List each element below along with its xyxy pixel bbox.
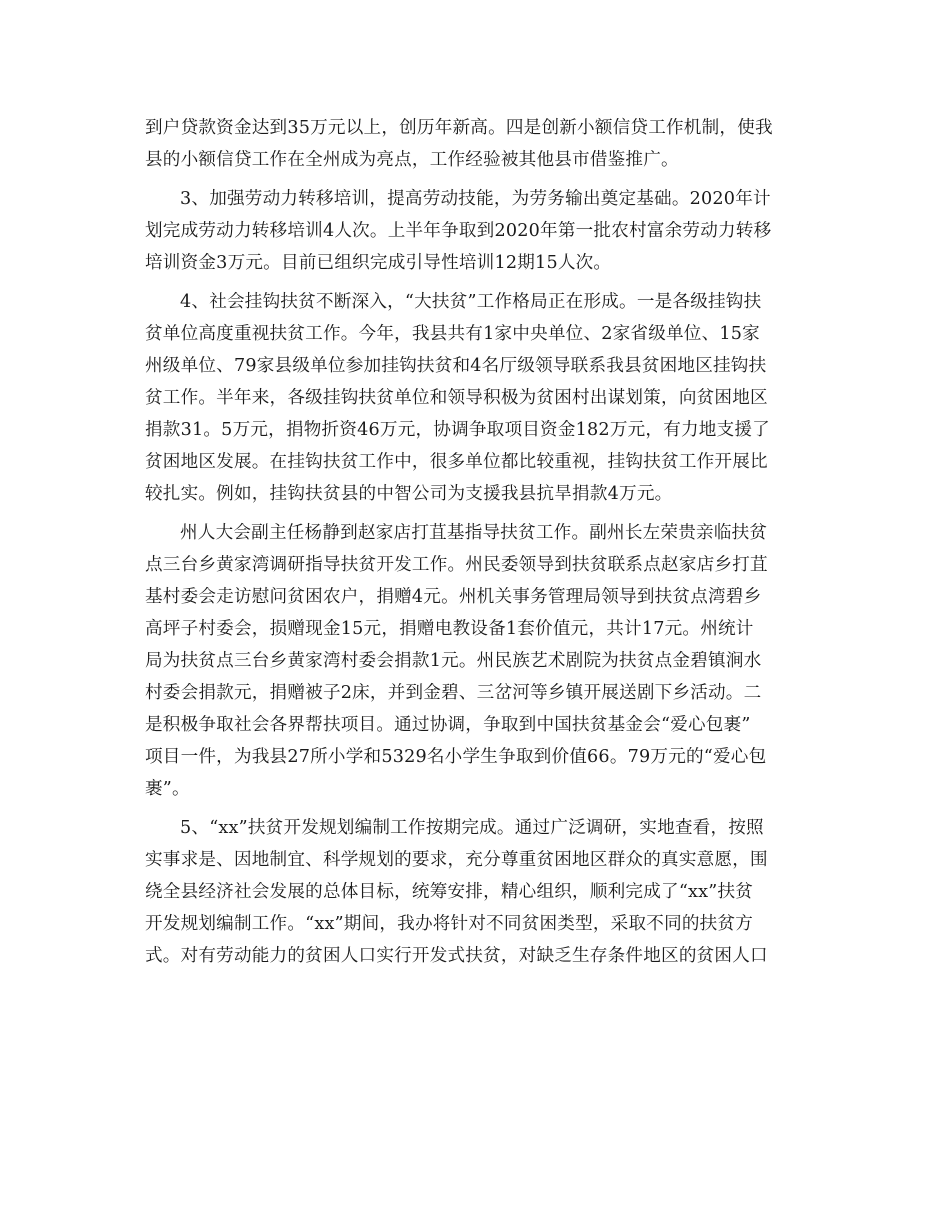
text-line: 培训资金3万元。目前已组织完成引导性培训12期15人次。: [145, 253, 612, 273]
text-line: 4、社会挂钩扶贫不断深入，“大扶贫”工作格局正在形成。一是各级挂钩扶: [180, 292, 762, 312]
text-line: 捐款31。5万元，捐物折资46万元，协调争取项目资金182万元，有力地支援了: [145, 420, 770, 440]
text-line: 基村委会走访慰问贫困农户，捐赠4元。州机关事务管理局领导到扶贫点湾碧乡: [145, 587, 762, 607]
text-line: 州人大会副主任杨静到赵家店打苴基指导扶贫工作。副州长左荣贵亲临扶贫: [180, 523, 768, 543]
text-line: 开发规划编制工作。“xx”期间，我办将针对不同贫困类型，采取不同的扶贫方: [145, 914, 754, 934]
text-line: 州级单位、79家县级单位参加挂钩扶贫和4名厅级领导联系我县贫困地区挂钩扶: [145, 356, 767, 376]
text-line: 3、加强劳动力转移培训，提高劳动技能，为劳务输出奠定基础。2020年计: [180, 189, 771, 209]
paragraph: [145, 112, 805, 176]
text-line: 县的小额信贷工作在全州成为亮点，工作经验被其他县市借鉴推广。: [145, 150, 679, 170]
paragraph: [145, 286, 805, 510]
document-body: [145, 112, 805, 972]
text-line: 是积极争取社会各界帮扶项目。通过协调，争取到中国扶贫基金会“爱心包裹”: [145, 715, 751, 735]
paragraph: [145, 812, 805, 972]
text-line: 贫工作。半年来，各级挂钩扶贫单位和领导积极为贫困村出谋划策，向贫困地区: [145, 388, 768, 408]
text-line: 裹”。: [145, 779, 190, 799]
text-line: 较扎实。例如，挂钩扶贫县的中智公司为支援我县抗旱捐款4万元。: [145, 484, 673, 504]
paragraph: [145, 517, 805, 805]
text-line: 贫困地区发展。在挂钩扶贫工作中，很多单位都比较重视，挂钩扶贫工作开展比: [145, 452, 768, 472]
text-line: 到户贷款资金达到35万元以上，创历年新高。四是创新小额信贷工作机制，使我: [145, 118, 773, 138]
text-line: 式。对有劳动能力的贫困人口实行开发式扶贫，对缺乏生存条件地区的贫困人口: [145, 946, 768, 966]
text-line: 5、“xx”扶贫开发规划编制工作按期完成。通过广泛调研，实地查看，按照: [180, 818, 764, 838]
text-line: 村委会捐款元，捐赠被子2床，并到金碧、三岔河等乡镇开展送剧下乡活动。二: [145, 683, 762, 703]
text-line: 划完成劳动力转移培训4人次。上半年争取到2020年第一批农村富余劳动力转移: [145, 221, 772, 241]
text-line: 高坪子村委会，损赠现金15元，捐赠电教设备1套价值元，共计17元。州统计: [145, 619, 754, 639]
text-line: 实事求是、因地制宜、科学规划的要求，充分尊重贫困地区群众的真实意愿，围: [145, 850, 768, 870]
text-line: 点三台乡黄家湾调研指导扶贫开发工作。州民委领导到扶贫联系点赵家店乡打苴: [145, 555, 768, 575]
text-line: 局为扶贫点三台乡黄家湾村委会捐款1元。州民族艺术剧院为扶贫点金碧镇涧水: [145, 651, 762, 671]
text-line: 贫单位高度重视扶贫工作。今年，我县共有1家中央单位、2家省级单位、15家: [145, 324, 760, 344]
text-line: 绕全县经济社会发展的总体目标，统筹安排，精心组织，顺利完成了“xx”扶贫: [145, 882, 754, 902]
text-line: 项目一件，为我县27所小学和5329名小学生争取到价值66。79万元的“爱心包: [145, 747, 767, 767]
paragraph: [145, 183, 805, 279]
